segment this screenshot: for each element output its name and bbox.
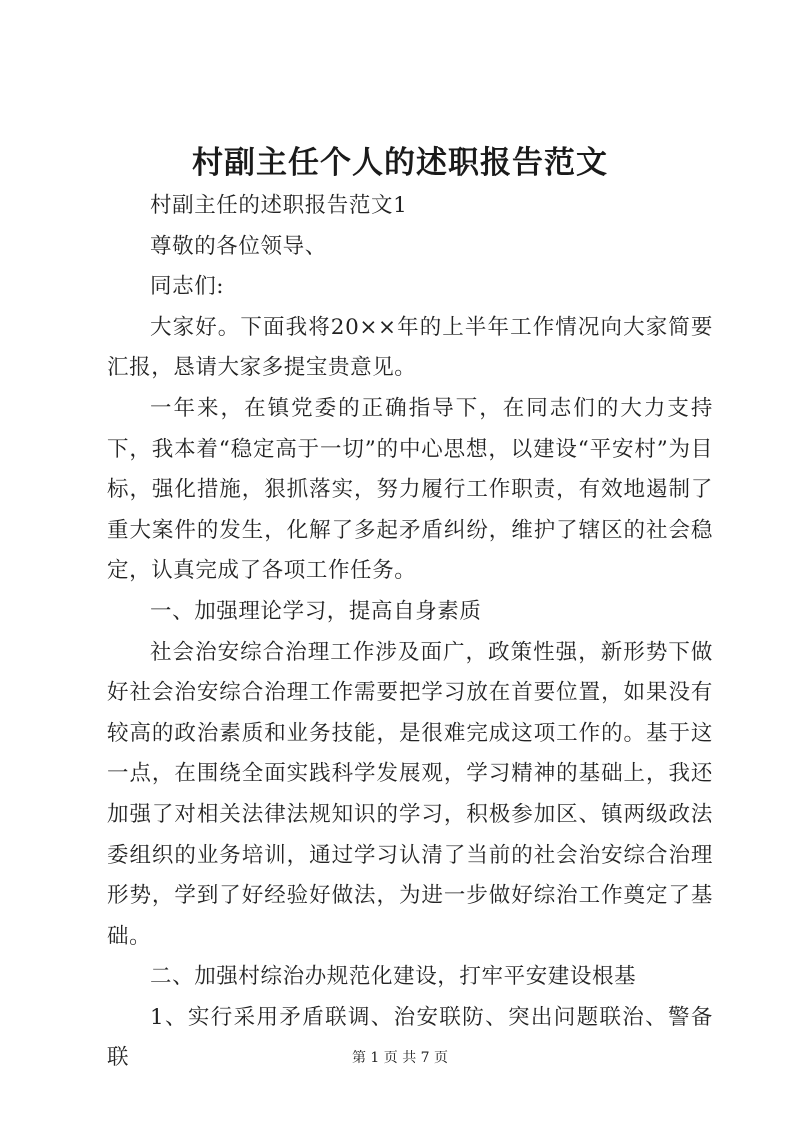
page-number: 第 1 页 共 7 页	[351, 1050, 449, 1066]
paragraph: 尊敬的各位领导、	[150, 233, 327, 259]
section-heading: 二、加强村综治办规范化建设，打牢平安建设根基	[150, 964, 637, 990]
paragraph: 1、实行采用矛盾联调、治安联防、突出问题联治、警备联	[107, 1004, 713, 1071]
paragraph: 大家好。下面我将20××年的上半年工作情况向大家简要汇报，恳请大家多提宝贵意见。	[107, 314, 713, 381]
paragraph: 同志们:	[150, 274, 225, 300]
paragraph: 一年来，在镇党委的正确指导下，在同志们的大力支持下，我本着“稳定高于一切”的中心思想，以建设“平安村”为目标，强化措施，狠抓落实，努力履行工作职责，有效地遏制了重大案件的发生，化解了多起矛盾纠纷，维护了辖区的社会稳定，认真完成了各项工作任务。	[107, 395, 713, 584]
paragraph: 村副主任的述职报告范文1	[150, 193, 408, 218]
document-body	[107, 186, 713, 1079]
section-heading: 一、加强理论学习，提高自身素质	[150, 598, 482, 624]
paragraph: 社会治安综合治理工作涉及面广，政策性强，新形势下做好社会治安综合治理工作需要把学习放在首要位置，如果没有较高的政治素质和业务技能，是很难完成这项工作的。基于这一点，在围绕全面实践科学发展观，学习精神的基础上，我还加强了对相关法律法规知识的学习，积极参加区、镇两级政法委组织的业务培训，通过学习认清了当前的社会治安综合治理形势，学到了好经验好做法，为进一步做好综治工作奠定了基础。	[107, 639, 713, 949]
document-title: 村副主任个人的述职报告范文	[192, 145, 608, 181]
